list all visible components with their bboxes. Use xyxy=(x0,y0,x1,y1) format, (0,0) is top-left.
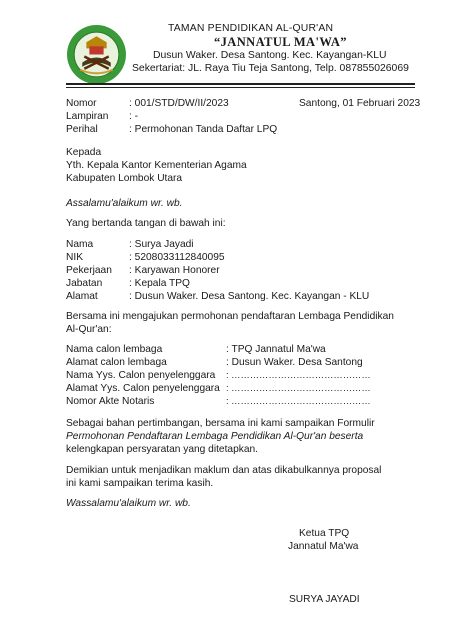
identity-label: Alamat xyxy=(66,291,98,302)
detail-value: : TPQ Jannatul Ma'wa xyxy=(226,344,326,355)
detail-label: Nomor Akte Notaris xyxy=(66,396,155,407)
nomor-value: : 001/STD/DW/II/2023 xyxy=(129,98,229,109)
consideration-text: kelengkapan persyaratan yang ditetapkan. xyxy=(66,444,259,455)
detail-label: Alamat Yys. Calon penyelenggara xyxy=(66,383,220,394)
identity-value: : Dusun Waker. Desa Santong. Kec. Kayangan - KLU xyxy=(129,291,370,302)
identity-value: : Surya Jayadi xyxy=(129,239,194,250)
nomor-label: Nomor xyxy=(66,98,97,109)
lampiran-value: : - xyxy=(129,111,139,122)
institution-logo-icon xyxy=(66,24,127,85)
letter-date: Santong, 01 Februari 2023 xyxy=(299,98,421,109)
closing-text: ini kami sampaikan terima kasih. xyxy=(66,478,214,489)
perihal-label: Perihal xyxy=(66,124,98,135)
signature-org: Jannatul Ma'wa xyxy=(288,541,359,552)
identity-label: Nama xyxy=(66,239,94,250)
detail-value: : ……………………………………… xyxy=(226,383,371,393)
letterhead-divider-thick xyxy=(66,83,415,85)
request-text: Al-Qur'an: xyxy=(66,324,112,335)
identity-value: : 5208033112840095 xyxy=(129,252,225,263)
identity-value: : Kepala TPQ xyxy=(129,278,190,289)
lampiran-label: Lampiran xyxy=(66,111,109,122)
institution-secretariat: Sekertariat: JL. Raya Tiu Teja Santong, Telp. 087855026069 xyxy=(132,63,409,74)
institution-address: Dusun Waker. Desa Santong. Kec. Kayangan-KLU xyxy=(153,50,387,61)
consideration-text: Sebagai bahan pertimbangan, bersama ini kami sampaikan Formulir xyxy=(66,418,375,429)
institution-type: TAMAN PENDIDIKAN AL-QUR'AN xyxy=(168,23,334,34)
letterhead-divider-thin xyxy=(66,87,415,88)
signature-title: Ketua TPQ xyxy=(299,528,350,539)
recipient-line: Kepada xyxy=(66,147,102,158)
detail-label: Alamat calon lembaga xyxy=(66,357,167,368)
intro-text: Yang bertanda tangan di bawah ini: xyxy=(66,218,226,229)
greeting: Assalamu'alaikum wr. wb. xyxy=(66,198,183,209)
consideration-text: Permohonan Pendaftaran Lembaga Pendidikan Al-Qur'an beserta xyxy=(66,431,364,442)
perihal-value: : Permohonan Tanda Daftar LPQ xyxy=(129,124,278,135)
signature-name: SURYA JAYADI xyxy=(289,594,360,605)
detail-label: Nama Yys. Calon penyelenggara xyxy=(66,370,216,381)
detail-value: : ……………………………………… xyxy=(226,370,371,380)
closing-text: Demikian untuk menjadikan maklum dan atas dikabulkannya proposal xyxy=(66,465,382,476)
identity-label: Jabatan xyxy=(66,278,103,289)
identity-label: Pekerjaan xyxy=(66,265,112,276)
identity-value: : Karyawan Honorer xyxy=(129,265,220,276)
recipient-line: Yth. Kepala Kantor Kementerian Agama xyxy=(66,160,247,171)
institution-name: “JANNATUL MA'WA” xyxy=(214,35,347,49)
detail-label: Nama calon lembaga xyxy=(66,344,163,355)
detail-value: : ……………………………………… xyxy=(226,396,371,406)
recipient-line: Kabupaten Lombok Utara xyxy=(66,173,183,184)
request-text: Bersama ini mengajukan permohonan pendaftaran Lembaga Pendidikan xyxy=(66,311,394,322)
detail-value: : Dusun Waker. Desa Santong xyxy=(226,357,363,368)
farewell: Wassalamu'alaikum wr. wb. xyxy=(66,498,191,509)
identity-label: NIK xyxy=(66,252,83,263)
